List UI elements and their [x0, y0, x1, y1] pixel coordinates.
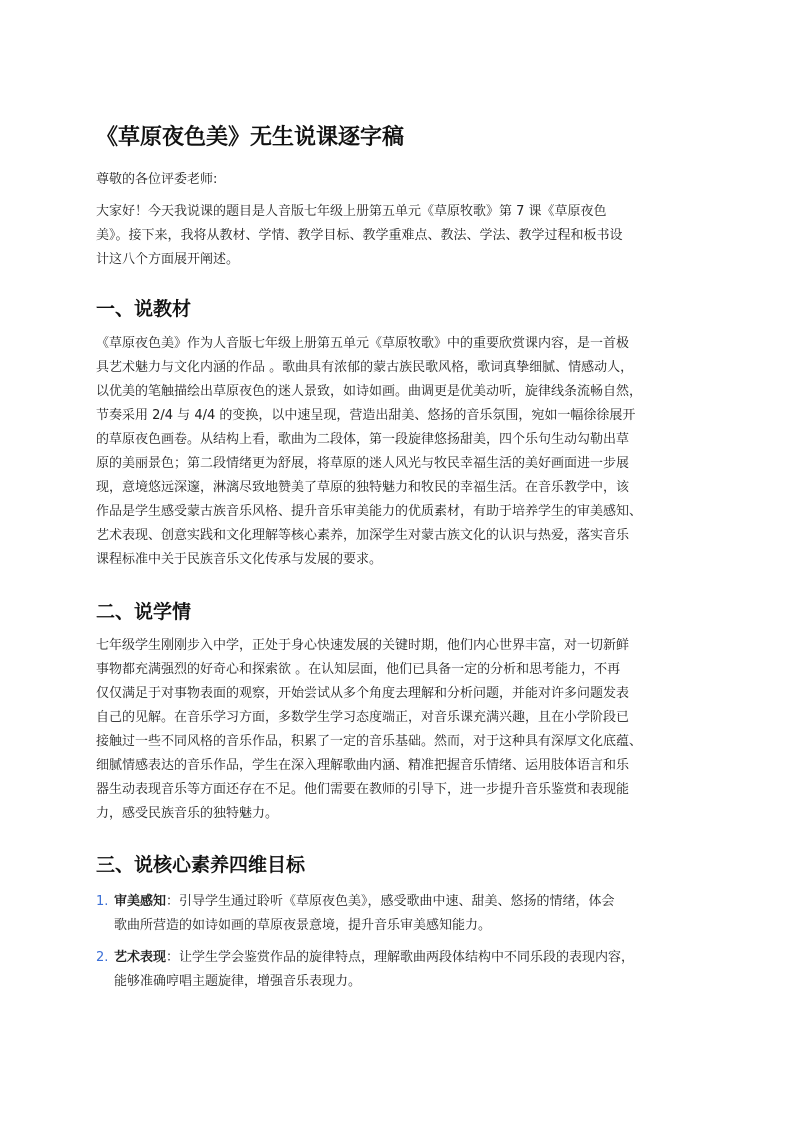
section-heading-jiaocai: 一、说教材 — [96, 298, 192, 320]
list-number: 1. — [96, 894, 109, 909]
goal-list — [96, 890, 708, 1002]
goal-term: 审美感知 — [114, 894, 167, 909]
section-heading-mubiao: 三、说核心素养四维目标 — [96, 854, 306, 876]
list-item — [96, 946, 708, 994]
goal-separator: ： — [166, 894, 180, 909]
list-number: 2. — [96, 950, 109, 965]
document-title: 《草原夜色美》无生说课逐字稿 — [96, 125, 405, 150]
goal-text: 引导学生通过聆听《草原夜色美》，感受歌曲中速、甜美、悠扬的情绪，体会 歌曲所营造的如诗如画的草原夜景意境，提升音乐审美感知能力。 — [114, 894, 615, 933]
greeting-line: 尊敬的各位评委老师: — [96, 172, 218, 187]
intro-paragraph: 大家好！今天我说课的题目是人音版七年级上册第五单元《草原牧歌》第 7 课《草原夜色 美》。接下来，我将从教材、学情、教学目标、教学重难点、教法、学法、教学过程和板书设 计这八个方面展开阐述。 — [96, 204, 623, 267]
goal-term: 艺术表现 — [114, 950, 167, 965]
section-paragraph-xueqing: 七年级学生刚刚步入中学，正处于身心快速发展的关键时期，他们内心世界丰富，对一切新鲜 事物都充满强烈的好奇心和探索欲 。在认知层面，他们已具备一定的分析和思考能力，不再 仅仅满足于对事物表面的观察，开始尝试从多个角度去理解和分析问题，并能对许多问题发表 自己的见解。在音乐学习方面，多数学生学习态度端正，对音乐课充满兴趣，且在小学阶段已 接触过一些不同风格的音乐作品，积累了一定的音乐基础。然而，对于这种具有深厚文化底蕴、 细腻情感表达的音乐作品，学生在深入理解歌曲内涵、精准把握音乐情绪、运用肢体语言和乐 器生动表现音乐等方面还存在不足。他们需要在教师的引导下，进一步提升音乐鉴赏和表现能 力，感受民族音乐的独特魅力。 — [96, 638, 643, 821]
list-item — [96, 890, 708, 938]
goal-text: 让学生学会鉴赏作品的旋律特点，理解歌曲两段体结构中不同乐段的表现内容， 能够准确哼唱主题旋律，增强音乐表现力。 — [114, 950, 635, 989]
goal-separator: ： — [166, 950, 180, 965]
section-heading-xueqing: 二、说学情 — [96, 601, 192, 623]
section-paragraph-jiaocai: 《草原夜色美》作为人音版七年级上册第五单元《草原牧歌》中的重要欣赏课内容，是一首极 具艺术魅力与文化内涵的作品 。歌曲具有浓郁的蒙古族民歌风格，歌词真挚细腻、情感动人， 以优美的笔触描绘出草原夜色的迷人景致，如诗如画。曲调更是优美动听，旋律线条流畅自然， 节奏采用 2/4 与 4/4 的变换，以中速呈现，营造出甜美、悠扬的音乐氛围，宛如一幅徐徐展开 的草原夜色画卷。从结构上看，歌曲为二段体，第一段旋律悠扬甜美，四个乐句生动勾勒出草 原的美丽景色；第二段情绪更为舒展，将草原的迷人风光与牧民幸福生活的美好画面进一步展 现，意境悠远深邃，淋漓尽致地赞美了草原的独特魅力和牧民的幸福生活。在音乐教学中，该 作品是学生感受蒙古族音乐风格、提升音乐审美能力的优质素材，有助于培养学生的审美感知、 艺术表现、创意实践和文化理解等核心素养，加深学生对蒙古族文化的认识与热爱，落实音乐 课程标准中关于民族音乐文化传承与发展的要求。 — [96, 336, 643, 567]
